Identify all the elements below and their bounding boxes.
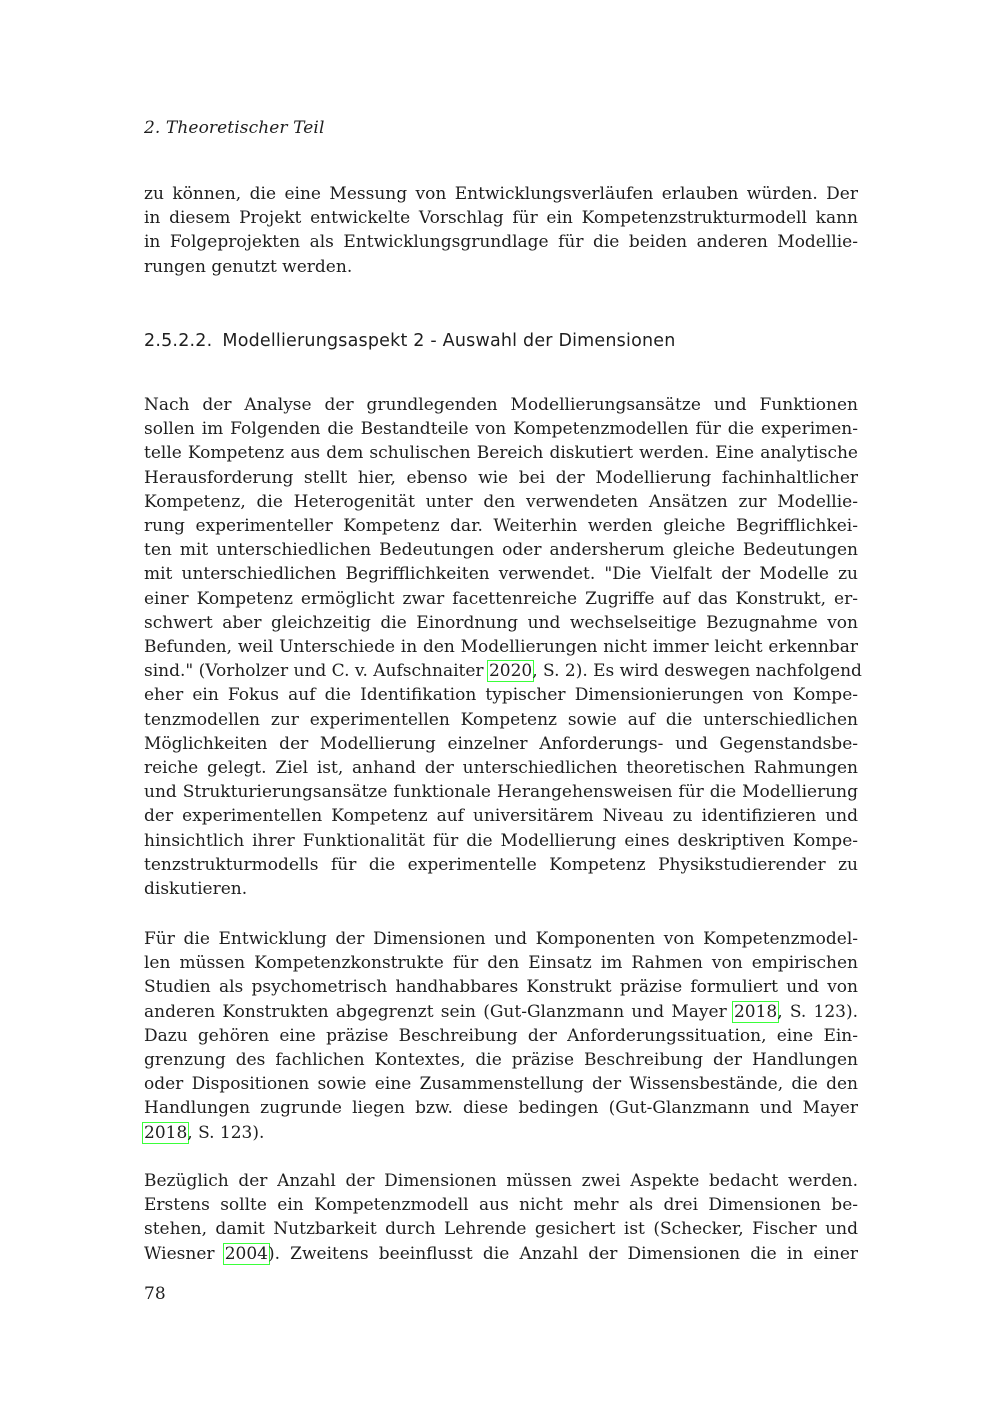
text-line: der experimentellen Kompetenz auf universitärem Niveau zu identifizieren und bbox=[144, 806, 858, 827]
text-line-with-citation bbox=[144, 659, 862, 683]
text-line: sollen im Folgenden die Bestandteile von Kompetenzmodellen für die experimen- bbox=[144, 419, 858, 440]
text-line-with-citation bbox=[144, 1000, 858, 1024]
text-line: Befunden, weil Unterschiede in den Modellierungen nicht immer leicht erkennbar bbox=[144, 637, 858, 658]
text-line-with-citation bbox=[144, 1242, 858, 1266]
text-line: diskutieren. bbox=[144, 879, 248, 900]
citation-link-2018[interactable]: 2018 bbox=[733, 1001, 778, 1022]
section-heading bbox=[144, 331, 676, 351]
text-line: Erstens sollte ein Kompetenzmodell aus nicht mehr als drei Dimensionen be- bbox=[144, 1195, 858, 1216]
text-line: einer Kompetenz ermöglicht zwar facettenreiche Zugriffe auf das Konstrukt, er- bbox=[144, 588, 858, 609]
text-line: ten mit unterschiedlichen Bedeutungen oder andersherum gleiche Bedeutungen bbox=[144, 540, 858, 561]
text-fragment: Wiesner bbox=[144, 1243, 225, 1264]
text-fragment: sind." (Vorholzer und C. v. Aufschnaiter bbox=[144, 661, 489, 682]
text-line: oder Dispositionen sowie eine Zusammenstellung der Wissensbestände, die den bbox=[144, 1074, 858, 1095]
text-fragment: , S. 123). bbox=[777, 1001, 859, 1022]
paragraph-2 bbox=[144, 927, 858, 1145]
text-line: stehen, damit Nutzbarkeit durch Lehrende gesichert ist (Schecker, Fischer und bbox=[144, 1219, 858, 1240]
text-line: in Folgeprojekten als Entwicklungsgrundlage für die beiden anderen Modellie- bbox=[144, 232, 858, 253]
text-line: eher ein Fokus auf die Identifikation typischer Dimensionierungen von Kompe- bbox=[144, 685, 858, 706]
text-line: reiche gelegt. Ziel ist, anhand der unterschiedlichen theoretischen Rahmungen bbox=[144, 758, 858, 779]
text-line: tenzmodellen zur experimentellen Kompetenz sowie auf die unterschiedlichen bbox=[144, 709, 858, 730]
text-line: zu können, die eine Messung von Entwicklungsverläufen erlauben würden. Der bbox=[144, 184, 858, 204]
section-title: Modellierungsaspekt 2 - Auswahl der Dimensionen bbox=[222, 331, 676, 351]
text-line: mit unterschiedlichen Begrifflichkeiten verwendet. "Die Vielfalt der Modelle zu bbox=[144, 564, 858, 585]
text-line: tenzstrukturmodells für die experimentelle Kompetenz Physikstudierender zu bbox=[144, 854, 858, 875]
text-line: Möglichkeiten der Modellierung einzelner Anforderungs- und Gegenstandsbe- bbox=[144, 733, 858, 754]
citation-link-2018[interactable]: 2018 bbox=[144, 1122, 188, 1143]
text-line: und Strukturierungsansätze funktionale Herangehensweisen für die Modellierung bbox=[144, 782, 858, 803]
running-head: 2. Theoretischer Teil bbox=[144, 118, 325, 138]
text-fragment: , S. 123). bbox=[187, 1122, 265, 1143]
paragraph-3 bbox=[144, 1169, 858, 1266]
text-line: telle Kompetenz aus dem schulischen Bereich diskutiert werden. Eine analytische bbox=[144, 443, 858, 464]
section-number: 2.5.2.2. bbox=[144, 331, 213, 351]
paragraph-continuation bbox=[144, 182, 858, 279]
text-fragment: anderen Konstrukten abgegrenzt sein (Gut-Glanzmann und Mayer bbox=[144, 1001, 734, 1022]
text-line: hinsichtlich ihrer Funktionalität für die Modellierung eines deskriptiven Kompe- bbox=[144, 830, 858, 851]
text-line: in diesem Projekt entwickelte Vorschlag für ein Kompetenzstrukturmodell kann bbox=[144, 208, 858, 229]
text-line: Kompetenz, die Heterogenität unter den verwendeten Ansätzen zur Modellie- bbox=[144, 491, 858, 512]
text-line: Für die Entwicklung der Dimensionen und Komponenten von Kompetenzmodel- bbox=[144, 929, 858, 949]
text-line: len müssen Kompetenzkonstrukte für den Einsatz im Rahmen von empirischen bbox=[144, 953, 858, 974]
text-fragment: ). Zweitens beeinflusst die Anzahl der Dimensionen die in einer bbox=[267, 1243, 858, 1264]
citation-link-2004[interactable]: 2004 bbox=[224, 1243, 268, 1264]
text-line: Dazu gehören eine präzise Beschreibung der Anforderungssituation, eine Ein- bbox=[144, 1025, 858, 1046]
citation-link-2020[interactable]: 2020 bbox=[488, 661, 533, 682]
text-line: Bezüglich der Anzahl der Dimensionen müssen zwei Aspekte bedacht werden. bbox=[144, 1171, 858, 1191]
text-line-with-citation bbox=[144, 1121, 858, 1145]
text-line: Herausforderung stellt hier, ebenso wie bei der Modellierung fachinhaltlicher bbox=[144, 467, 858, 488]
text-line: Handlungen zugrunde liegen bzw. diese bedingen (Gut-Glanzmann und Mayer bbox=[144, 1098, 858, 1119]
text-line: rung experimenteller Kompetenz dar. Weiterhin werden gleiche Begrifflichkei- bbox=[144, 516, 858, 537]
text-line: Nach der Analyse der grundlegenden Modellierungsansätze und Funktionen bbox=[144, 395, 858, 415]
page-number: 78 bbox=[144, 1284, 166, 1304]
text-line: grenzung des fachlichen Kontextes, die präzise Beschreibung der Handlungen bbox=[144, 1050, 858, 1071]
text-fragment: , S. 2). Es wird deswegen nachfolgend bbox=[532, 661, 862, 682]
text-line: rungen genutzt werden. bbox=[144, 256, 353, 277]
text-line: schwert aber gleichzeitig die Einordnung und wechselseitige Bezugnahme von bbox=[144, 612, 858, 633]
paragraph-1 bbox=[144, 393, 862, 901]
text-line: Studien als psychometrisch handhabbares Konstrukt präzise formuliert und von bbox=[144, 977, 858, 998]
